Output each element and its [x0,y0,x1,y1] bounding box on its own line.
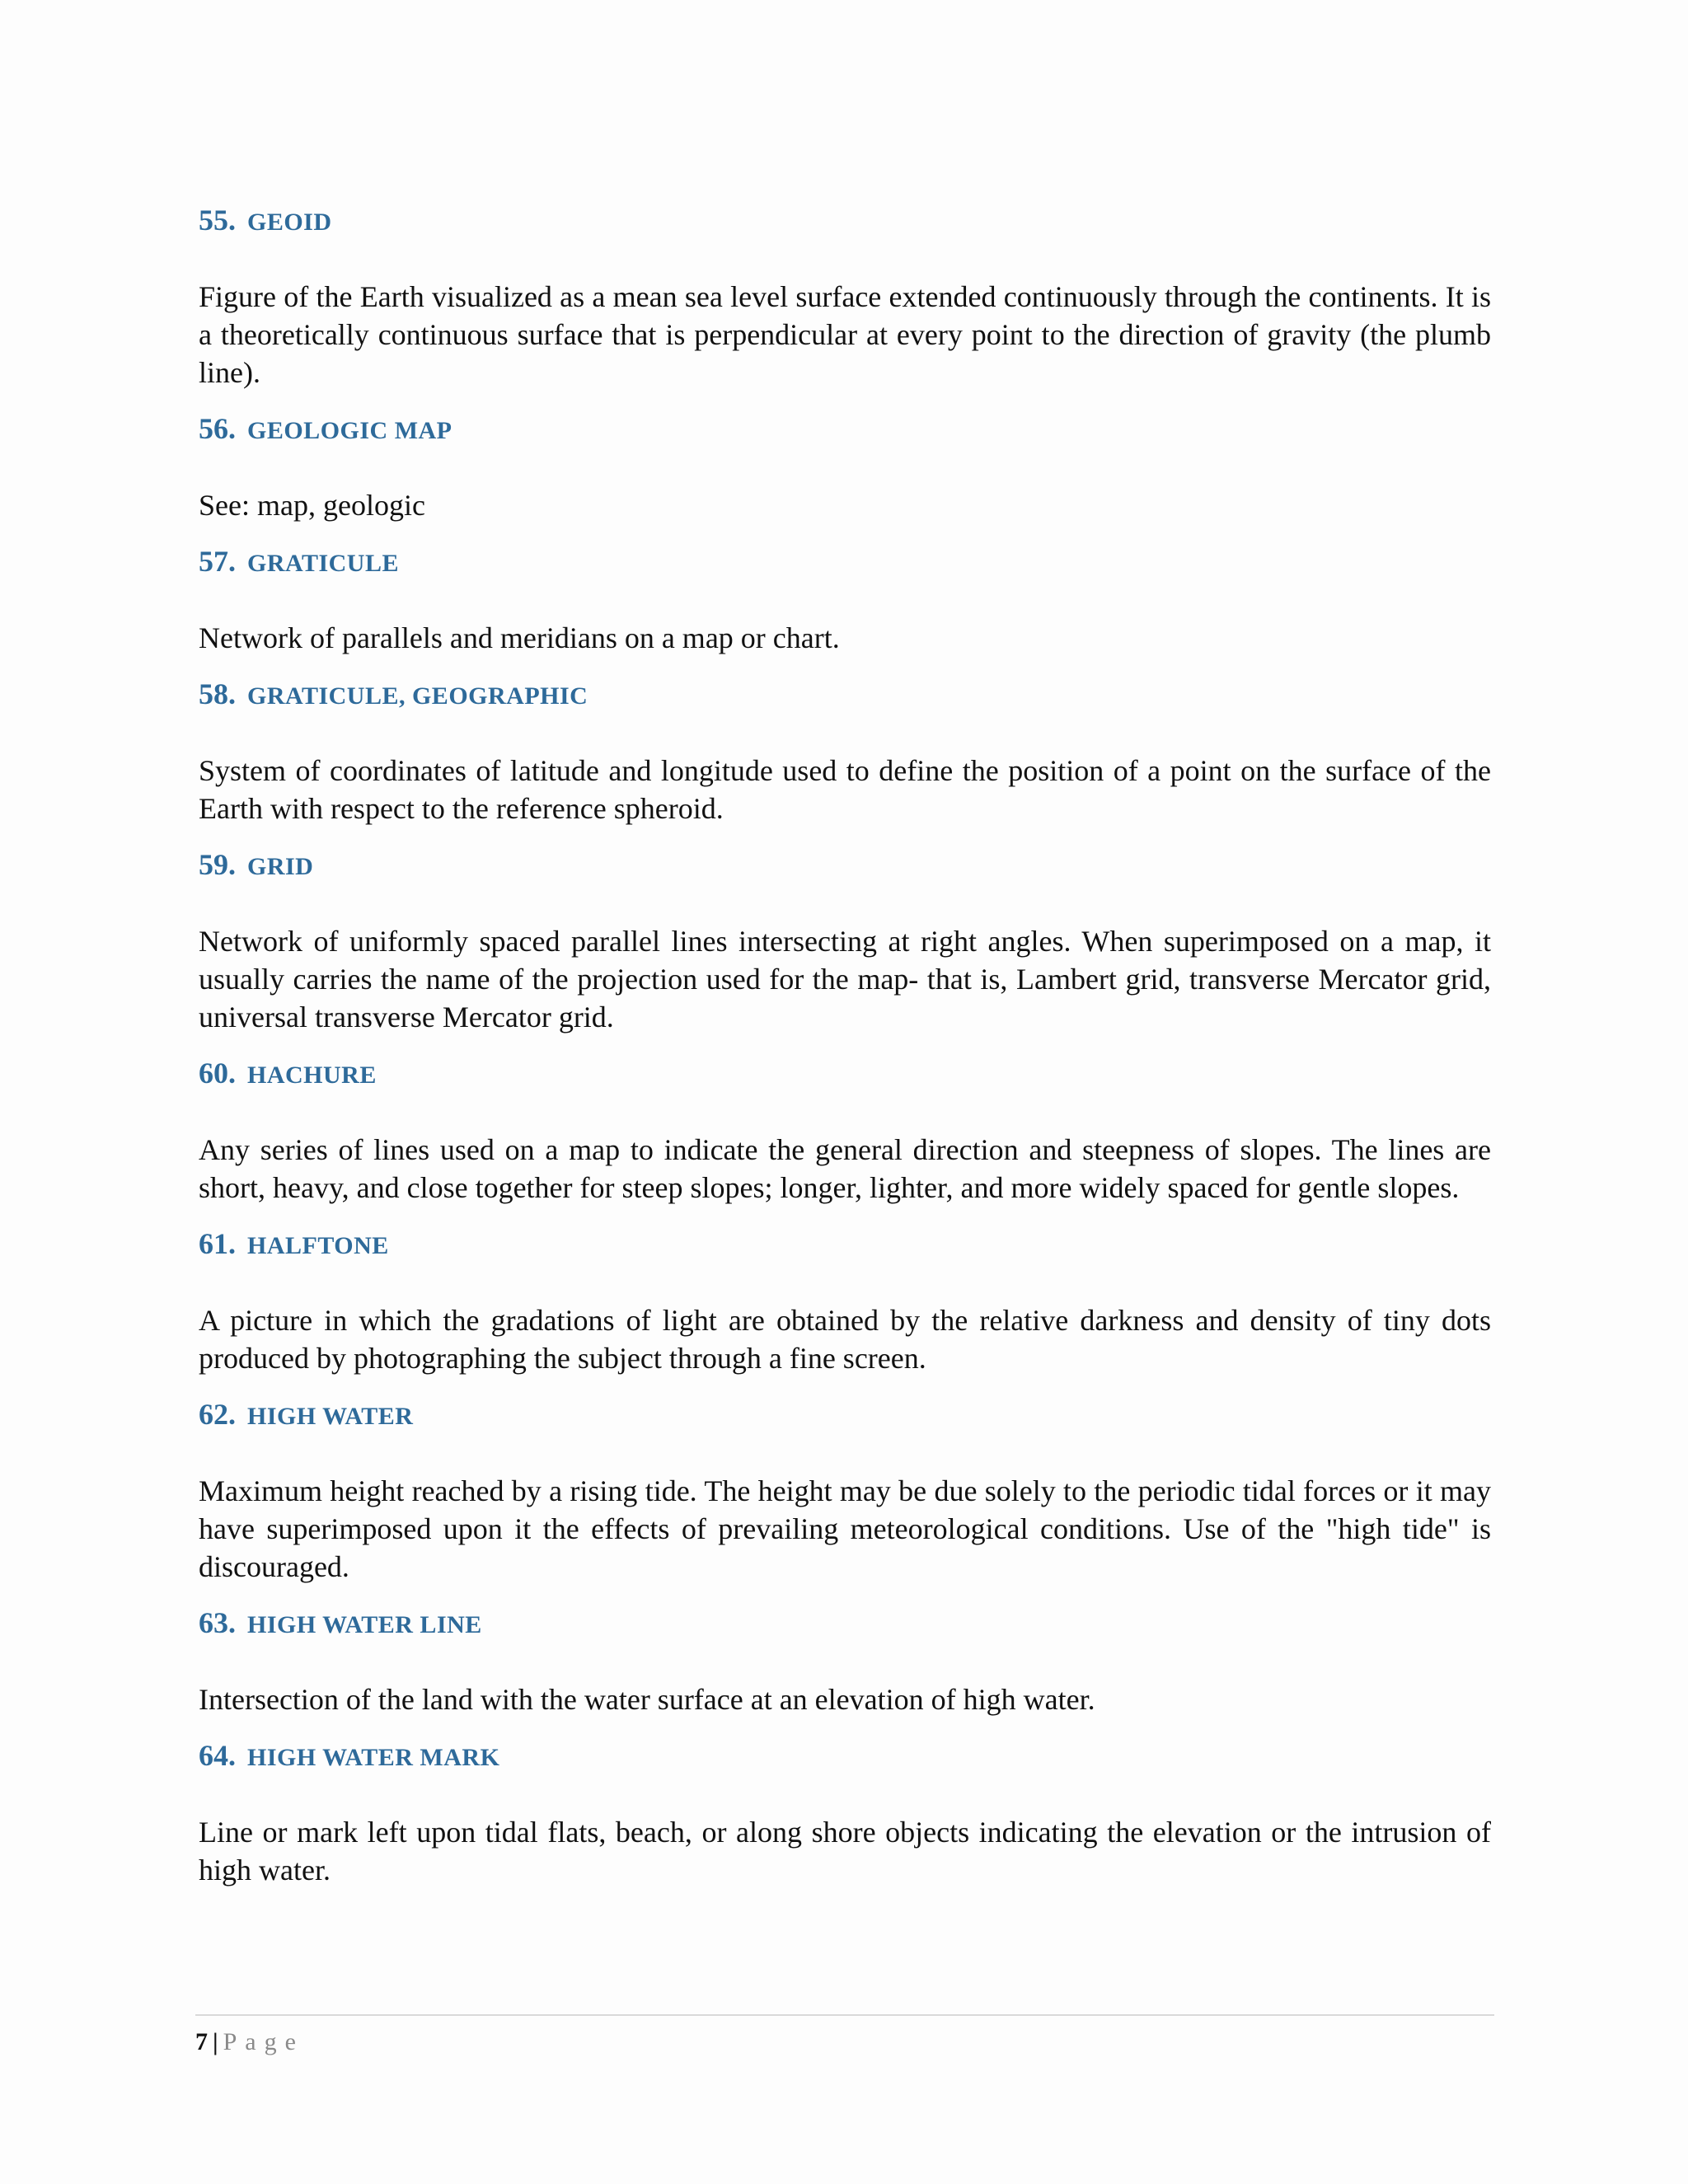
glossary-entry [199,194,1491,391]
glossary-entry [199,1730,1491,1889]
entry-title: GRATICULE [247,550,399,577]
entry-title: HALFTONE [247,1232,389,1259]
entry-heading [199,1047,1491,1101]
entry-definition: Network of uniformly spaced parallel lines intersecting at right angles. When superimposed on a map, it usually carries the name of the projection used for the map- that is, Lambert grid, transverse Mercator grid, universal transverse Mercator grid. [199,925,1491,1033]
entry-definition: System of coordinates of latitude and longitude used to define the position of a point on the surface of the Earth with respect to the reference spheroid. [199,754,1491,825]
entry-number: 56. [199,412,236,445]
entry-number: 60. [199,1057,236,1090]
entry-heading [199,1389,1491,1442]
page-label: Page [223,2028,304,2055]
entry-title: GEOLOGIC MAP [247,417,452,444]
page-footer [195,2014,1494,2059]
entry-definition: See: map, geologic [199,489,425,522]
entry-number: 64. [199,1739,236,1772]
entry-definition: Intersection of the land with the water surface at an elevation of high water. [199,1683,1095,1716]
page-number: 7 [195,2028,208,2055]
entry-definition: Figure of the Earth visualized as a mean sea level surface extended continuously through the continents. It is a theoretically continuous surface that is perpendicular at every point to the direction of gravity (the plumb line). [199,280,1491,389]
glossary-entry [199,1597,1491,1718]
entry-definition: A picture in which the gradations of light are obtained by the relative darkness and density of tiny dots produced by photographing the subject through a fine screen. [199,1304,1491,1375]
entry-definition: Maximum height reached by a rising tide. The height may be due solely to the periodic tidal forces or it may have superimposed upon it the effects of prevailing meteorological conditions. Use of the "high tide" is discouraged. [199,1474,1491,1583]
entry-number: 61. [199,1227,236,1260]
entry-heading [199,194,1491,248]
glossary-entry [199,668,1491,827]
entry-heading [199,839,1491,893]
entry-title: HIGH WATER MARK [247,1744,500,1771]
entry-title: GRATICULE, GEOGRAPHIC [247,682,588,710]
entry-heading [199,1218,1491,1272]
glossary-entry [199,1389,1491,1586]
glossary-entry [199,536,1491,657]
footer-separator: | [213,2028,218,2055]
entry-number: 59. [199,848,236,881]
entry-title: GRID [247,853,314,880]
entry-number: 58. [199,677,236,710]
entry-title: HACHURE [247,1062,377,1089]
entry-heading [199,536,1491,589]
glossary-content [199,194,1491,1900]
entry-number: 62. [199,1398,236,1431]
entry-number: 55. [199,204,236,237]
entry-heading [199,403,1491,457]
entry-title: HIGH WATER [247,1403,414,1430]
entry-title: GEOID [247,209,332,236]
entry-number: 63. [199,1606,236,1639]
entry-definition: Line or mark left upon tidal flats, beach, or along shore objects indicating the elevation or the intrusion of high water. [199,1816,1491,1886]
glossary-entry [199,1047,1491,1207]
glossary-entry [199,403,1491,524]
entry-title: HIGH WATER LINE [247,1611,482,1638]
glossary-entry [199,839,1491,1036]
entry-heading [199,1730,1491,1783]
entry-number: 57. [199,545,236,578]
entry-definition: Network of parallels and meridians on a map or chart. [199,621,840,654]
glossary-entry [199,1218,1491,1377]
entry-heading [199,1597,1491,1651]
entry-definition: Any series of lines used on a map to indicate the general direction and steepness of slopes. The lines are short, heavy, and close together for steep slopes; longer, lighter, and more widely spaced for gentle slopes. [199,1133,1491,1204]
entry-heading [199,668,1491,722]
